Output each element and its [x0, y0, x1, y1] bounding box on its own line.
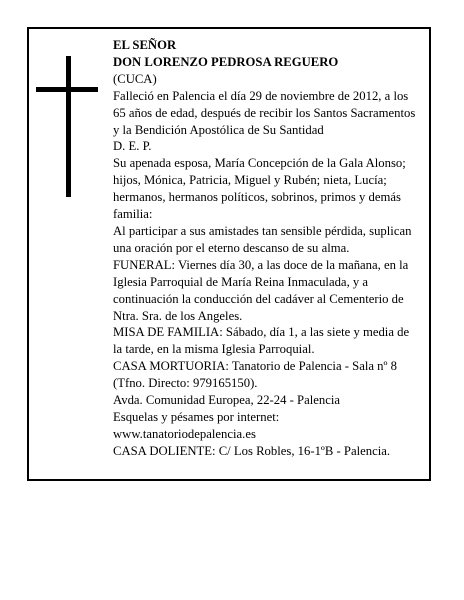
cross-icon	[36, 56, 98, 197]
funeral-paragraph: FUNERAL: Viernes día 30, a las doce de la mañana, en la Iglesia Parroquial de María Reina Inmaculada, y a continuación la conducción del cadáver al Cementerio de Ntra. Sra. de los Angeles.	[113, 257, 409, 323]
home-paragraph: CASA DOLIENTE: C/ Los Robles, 16-1ºB - Palencia.	[113, 443, 391, 458]
website-link[interactable]: www.tanatoriodepalencia.es	[113, 426, 256, 441]
cross-vertical-bar	[66, 56, 71, 197]
family-paragraph: Su apenada esposa, María Concepción de la Gala Alonso; hijos, Mónica, Patricia, Miguel y Rubén; nieta, Lucía; hermanos, hermanos políticos, sobrinos, primos y demás familia:	[113, 156, 406, 222]
address-line: Avda. Comunidad Europea, 22-24 - Palencia	[113, 393, 341, 408]
internet-line: Esquelas y pésames por internet:	[113, 409, 280, 424]
title-line-1: EL SEÑOR	[113, 38, 177, 52]
obituary-text	[113, 37, 421, 460]
rip-text: D. E. P.	[113, 139, 152, 154]
deceased-name: DON LORENZO PEDROSA REGUERO	[113, 54, 339, 69]
nickname: (CUCA)	[113, 71, 157, 86]
death-paragraph: Falleció en Palencia el día 29 de noviembre de 2012, a los 65 años de edad, después de recibir los Santos Sacramentos y la Bendición Apostólica de Su Santidad	[113, 88, 416, 137]
cross-horizontal-bar	[36, 87, 98, 92]
mortuary-paragraph: CASA MORTUORIA: Tanatorio de Palencia - Sala nº 8 (Tfno. Directo: 979165150).	[113, 359, 397, 391]
mass-paragraph: MISA DE FAMILIA: Sábado, día 1, a las siete y media de la tarde, en la misma Iglesia Parroquial.	[113, 325, 410, 357]
request-paragraph: Al participar a sus amistades tan sensible pérdida, suplican una oración por el eterno descanso de su alma.	[113, 223, 412, 255]
